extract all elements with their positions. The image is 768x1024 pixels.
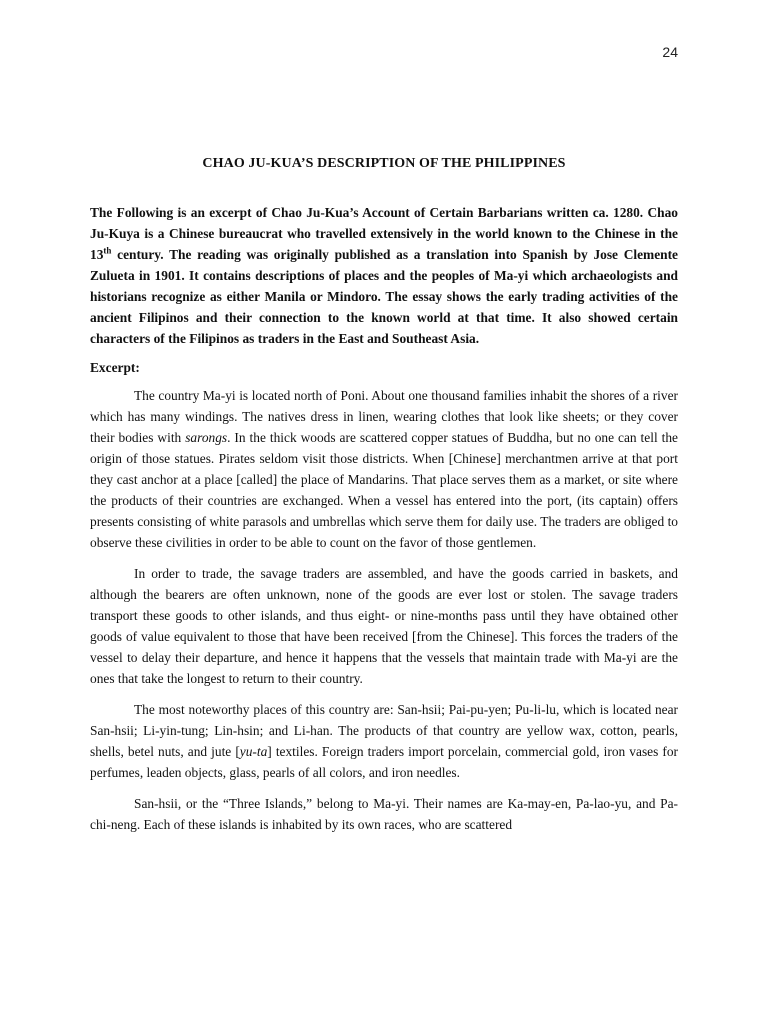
p1-text-b: . In the thick woods are scattered copper statues of Buddha, but no one can tell the origin of those statues. Pirates seldom visit those districts. When [Chinese] merchantmen arrive at that port they cast anchor at a place [called] the place of Mandarins. That place serves them as a market, or site where the products of their countries are exchanged. When a vessel has entered into the port, (its captain) offers presents consisting of white parasols and umbrellas which serve them for daily use. The traders are obliged to observe these civilities in order to be able to count on the favor of those gentlemen. [90,430,678,550]
page-number: 24 [662,44,678,60]
document-body [90,156,678,845]
p3-text-b: ] textiles. Foreign traders import porcelain, commercial gold, iron vases for perfumes, leaden objects, glass, pearls of all colors, and iron needles. [90,744,678,780]
body-paragraph-4: San-hsii, or the “Three Islands,” belong to Ma-yi. Their names are Ka-may-en, Pa-lao-yu, and Pa-chi-neng. Each of these islands is inhabited by its own races, who are scattered [90,796,678,832]
intro-text-2: century. The reading was originally published as a translation into Spanish by Jose Clemente Zulueta in 1901. It contains descriptions of places and the peoples of Ma-yi which archaeologists and historians recognize as either Manila or Mindoro. The essay shows the early trading activities of the ancient Filipinos and their connection to the known world at that time. It also showed certain characters of the Filipinos as traders in the East and Southeast Asia. [90,247,678,346]
intro-text-1: The Following is an excerpt of Chao Ju-Kua’s Account of Certain Barbarians written ca. 1280. Chao Ju-Kuya is a Chinese bureaucrat who travelled extensively in the world known to the Chinese in the 13 [90,205,678,262]
p1-text-a: The country Ma-yi is located north of Poni. About one thousand families inhabit the shores of a river which has many windings. The natives dress in linen, wearing clothes that look like sheets; or they cover their bodies with [90,388,678,445]
excerpt-heading: Excerpt: [90,360,140,375]
ordinal-superscript: th [103,245,112,256]
p3-italic-term: yu-ta [239,744,268,759]
body-paragraph-3 [90,699,678,783]
intro-paragraph [90,202,678,349]
body-paragraph-1 [90,385,678,553]
document-title: CHAO JU-KUA’S DESCRIPTION OF THE PHILIPPINES [202,156,566,171]
p1-italic-term: sarongs [185,430,228,445]
p3-text-a: The most noteworthy places of this country are: San-hsii; Pai-pu-yen; Pu-li-lu, which is located near San-hsii; Li-yin-tung; Lin-hsin; and Li-han. The products of that country are yellow wax, cotton, pearls, shells, betel nuts, and jute [ [90,702,678,759]
body-paragraph-2: In order to trade, the savage traders are assembled, and have the goods carried in baskets, and although the bearers are often unknown, none of the goods are ever lost or stolen. The savage traders transport these goods to other islands, and thus eight- or nine-months pass until they have obtained other goods of value equivalent to those that have been received [from the Chinese]. This forces the traders of the vessel to delay their departure, and hence it happens that the vessels that maintain trade with Ma-yi are the ones that take the longest to return to their country. [90,566,678,686]
